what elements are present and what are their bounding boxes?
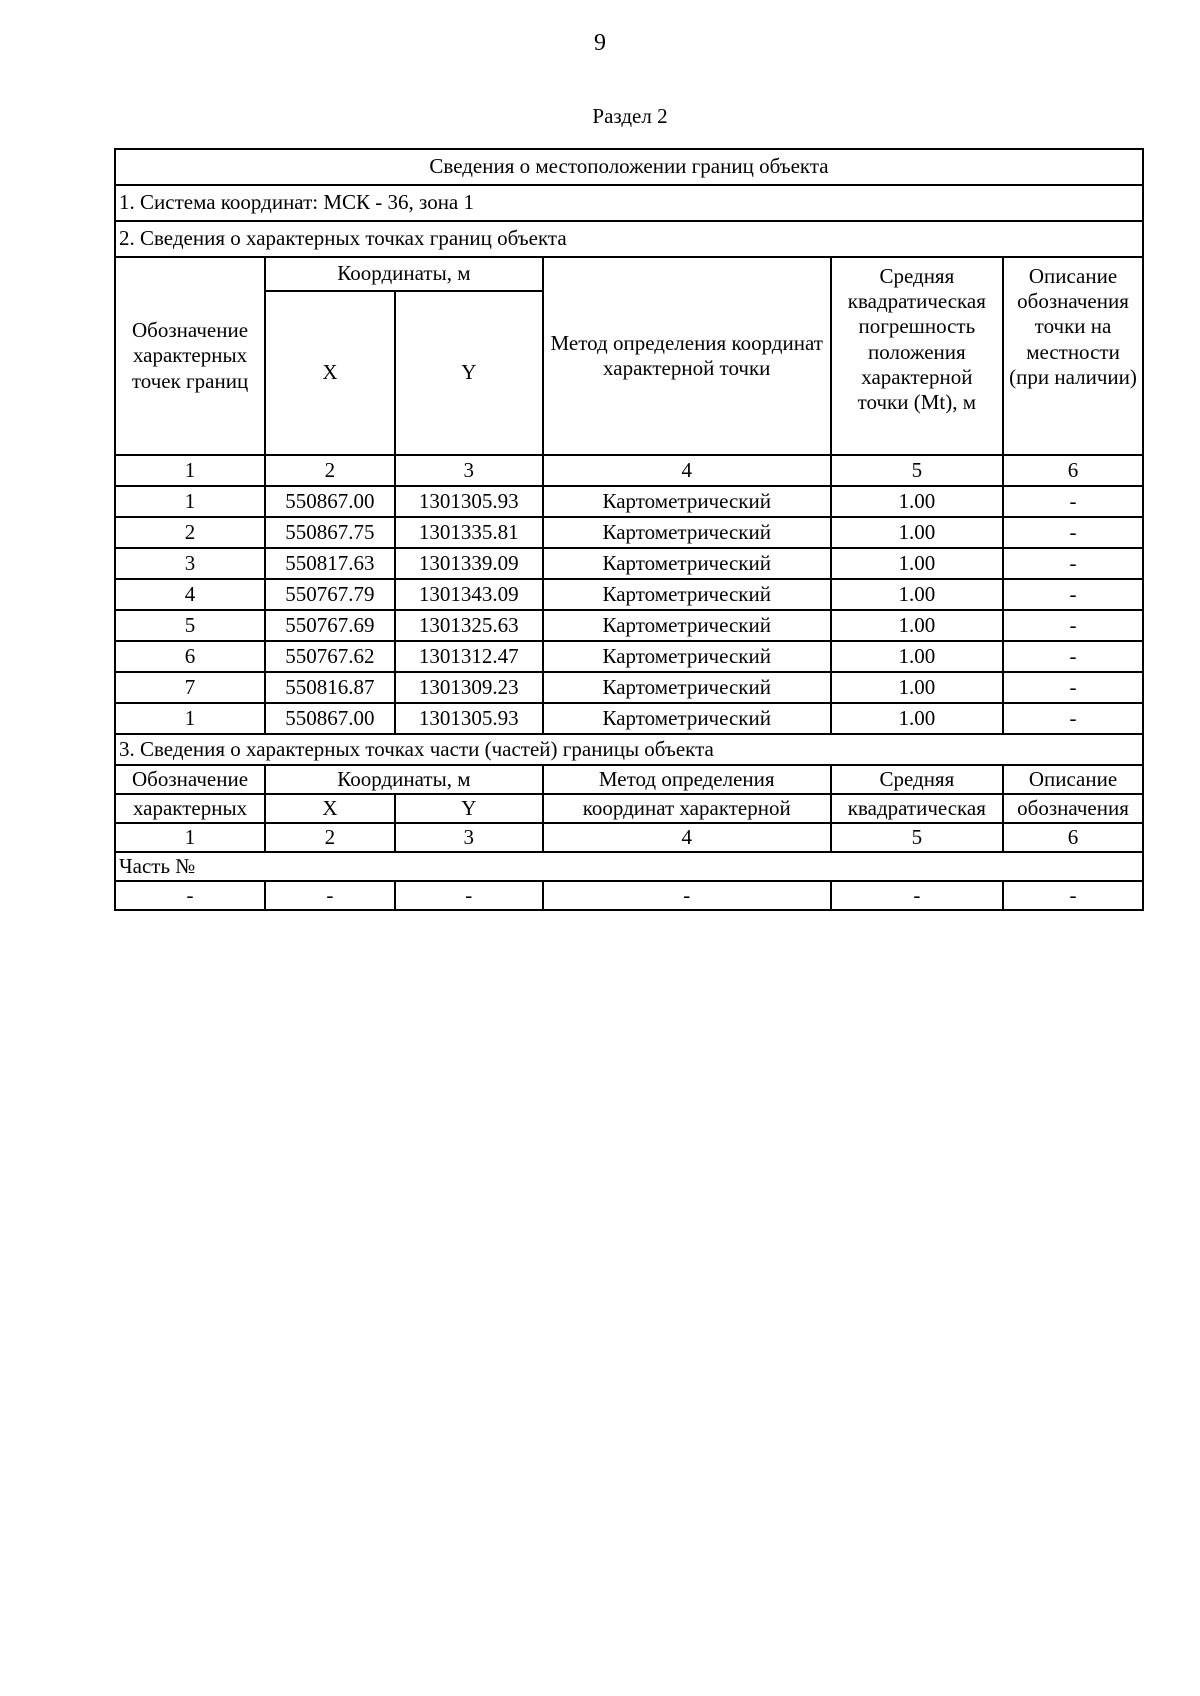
- cell-y: 1301343.09: [395, 579, 543, 610]
- boundary-point-row: [115, 703, 1143, 734]
- boundary-point-row: [115, 641, 1143, 672]
- column-number: 5: [831, 823, 1003, 852]
- cell-desc: -: [1003, 641, 1143, 672]
- cell-x: 550767.62: [265, 641, 395, 672]
- cell-desc: -: [1003, 486, 1143, 517]
- cell-point: 2: [115, 517, 265, 548]
- column-number: 5: [831, 455, 1003, 486]
- section2-title: 2. Сведения о характерных точках границ объекта: [115, 221, 1143, 257]
- cell-method: Картометрический: [543, 486, 831, 517]
- header-coords: Координаты, м: [265, 257, 543, 291]
- cell-error: 1.00: [831, 610, 1003, 641]
- cell-point: 6: [115, 641, 265, 672]
- cell-x: 550867.00: [265, 703, 395, 734]
- cell-desc: -: [1003, 548, 1143, 579]
- part-label: Часть №: [115, 852, 1143, 881]
- cell-desc: -: [1003, 579, 1143, 610]
- cell-y: 1301335.81: [395, 517, 543, 548]
- s3-header-error-line1: Средняя: [831, 765, 1003, 794]
- empty-cell: -: [543, 881, 831, 910]
- cell-x: 550767.69: [265, 610, 395, 641]
- column-number: 3: [395, 823, 543, 852]
- coordinate-system: 1. Система координат: МСК - 36, зона 1: [115, 185, 1143, 221]
- cell-error: 1.00: [831, 486, 1003, 517]
- cell-y: 1301309.23: [395, 672, 543, 703]
- s3-header-coords: Координаты, м: [265, 765, 543, 794]
- s3-header-point-line1: Обозначение: [115, 765, 265, 794]
- cell-method: Картометрический: [543, 703, 831, 734]
- cell-point: 1: [115, 703, 265, 734]
- empty-cell: -: [115, 881, 265, 910]
- column-number: 4: [543, 823, 831, 852]
- cell-point: 3: [115, 548, 265, 579]
- header-error: Средняя квадратическая погрешность положения характерной точки (Mt), м: [831, 257, 1003, 455]
- s3-header-method-line1: Метод определения: [543, 765, 831, 794]
- cell-x: 550867.00: [265, 486, 395, 517]
- cell-desc: -: [1003, 610, 1143, 641]
- boundary-point-row: [115, 579, 1143, 610]
- cell-error: 1.00: [831, 579, 1003, 610]
- cell-point: 7: [115, 672, 265, 703]
- boundary-point-row: [115, 486, 1143, 517]
- s3-header-y: Y: [395, 794, 543, 823]
- cell-x: 550817.63: [265, 548, 395, 579]
- column-number: 6: [1003, 823, 1143, 852]
- cell-method: Картометрический: [543, 672, 831, 703]
- cell-x: 550867.75: [265, 517, 395, 548]
- column-numbers-row: [115, 455, 1143, 486]
- s3-header-desc-line2: обозначения: [1003, 794, 1143, 823]
- cell-y: 1301305.93: [395, 486, 543, 517]
- cell-error: 1.00: [831, 641, 1003, 672]
- boundary-point-row: [115, 517, 1143, 548]
- boundary-point-row: [115, 610, 1143, 641]
- cell-point: 1: [115, 486, 265, 517]
- page-number: 9: [594, 30, 606, 56]
- cell-x: 550816.87: [265, 672, 395, 703]
- column-number: 1: [115, 455, 265, 486]
- column-number: 2: [265, 455, 395, 486]
- header-x: X: [265, 291, 395, 455]
- cell-desc: -: [1003, 703, 1143, 734]
- cell-point: 4: [115, 579, 265, 610]
- empty-part-row: [115, 881, 1143, 910]
- column-number: 1: [115, 823, 265, 852]
- empty-cell: -: [265, 881, 395, 910]
- s3-header-error-line2: квадратическая: [831, 794, 1003, 823]
- cell-desc: -: [1003, 672, 1143, 703]
- s3-column-numbers-row: [115, 823, 1143, 852]
- cell-error: 1.00: [831, 672, 1003, 703]
- cell-y: 1301305.93: [395, 703, 543, 734]
- s3-header-method-line2: координат характерной: [543, 794, 831, 823]
- column-number: 3: [395, 455, 543, 486]
- empty-cell: -: [395, 881, 543, 910]
- column-number: 2: [265, 823, 395, 852]
- cell-point: 5: [115, 610, 265, 641]
- s3-header-desc-line1: Описание: [1003, 765, 1143, 794]
- cell-method: Картометрический: [543, 610, 831, 641]
- section3-title: 3. Сведения о характерных точках части (частей) границы объекта: [115, 734, 1143, 765]
- header-point: Обозначение характерных точек границ: [115, 257, 265, 455]
- header-method: Метод определения координат характерной точки: [543, 257, 831, 455]
- empty-cell: -: [1003, 881, 1143, 910]
- cell-method: Картометрический: [543, 517, 831, 548]
- cell-method: Картометрический: [543, 548, 831, 579]
- column-number: 4: [543, 455, 831, 486]
- cell-desc: -: [1003, 517, 1143, 548]
- header-y: Y: [395, 291, 543, 455]
- cell-error: 1.00: [831, 517, 1003, 548]
- cell-error: 1.00: [831, 548, 1003, 579]
- empty-cell: -: [831, 881, 1003, 910]
- cell-y: 1301339.09: [395, 548, 543, 579]
- cell-error: 1.00: [831, 703, 1003, 734]
- s3-header-point-line2: характерных: [115, 794, 265, 823]
- header-description: Описание обозначения точки на местности (при наличии): [1003, 257, 1143, 455]
- boundary-point-row: [115, 672, 1143, 703]
- table-title: Сведения о местоположении границ объекта: [115, 149, 1143, 185]
- column-number: 6: [1003, 455, 1143, 486]
- cell-y: 1301325.63: [395, 610, 543, 641]
- cell-x: 550767.79: [265, 579, 395, 610]
- cell-method: Картометрический: [543, 641, 831, 672]
- cell-y: 1301312.47: [395, 641, 543, 672]
- boundary-table: [114, 148, 1144, 911]
- cell-method: Картометрический: [543, 579, 831, 610]
- s3-header-x: X: [265, 794, 395, 823]
- boundary-point-row: [115, 548, 1143, 579]
- section-title: Раздел 2: [592, 104, 668, 128]
